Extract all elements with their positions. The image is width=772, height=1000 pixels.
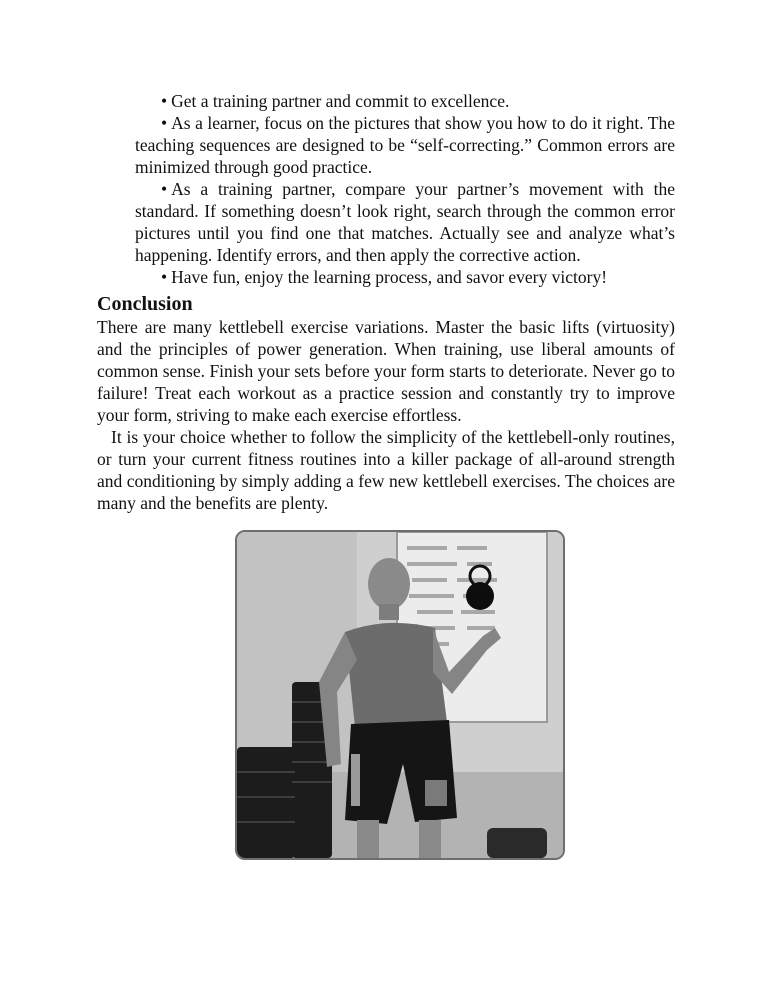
tip-item: • Have fun, enjoy the learning process, and savor every victory! [161, 267, 608, 287]
kettlebell-photo [235, 530, 565, 860]
kettlebell-photo-illustration [237, 532, 563, 858]
page-content [97, 90, 675, 514]
tip-item: • As a training partner, compare your partner’s movement with the standard. If something doesn’t look right, search through the common error pictures until you find one that matches. Actually see and analyze what’s happening. Identify errors, and then apply the corrective action. [135, 179, 675, 265]
tip-item: • Get a training partner and commit to excellence. [161, 91, 510, 111]
conclusion-paragraph: It is your choice whether to follow the simplicity of the kettlebell-only routines, or turn your current fitness routines into a killer package of all-around strength and conditioning by simply adding a few new kettlebell exercises. The choices are many and the benefits are plenty. [97, 427, 675, 513]
tip-item: • As a learner, focus on the pictures that show you how to do it right. The teaching sequences are designed to be “self-correcting.” Common errors are minimized through good practice. [135, 113, 675, 177]
conclusion-paragraph: There are many kettlebell exercise variations. Master the basic lifts (virtuosity) and the principles of power generation. When training, use liberal amounts of common sense. Finish your sets before your form starts to deteriorate. Never go to failure! Treat each workout as a practice session and constantly try to improve your form, striving to make each exercise effortless. [97, 317, 675, 425]
section-heading: Conclusion [97, 293, 193, 315]
tips-list [97, 90, 675, 288]
